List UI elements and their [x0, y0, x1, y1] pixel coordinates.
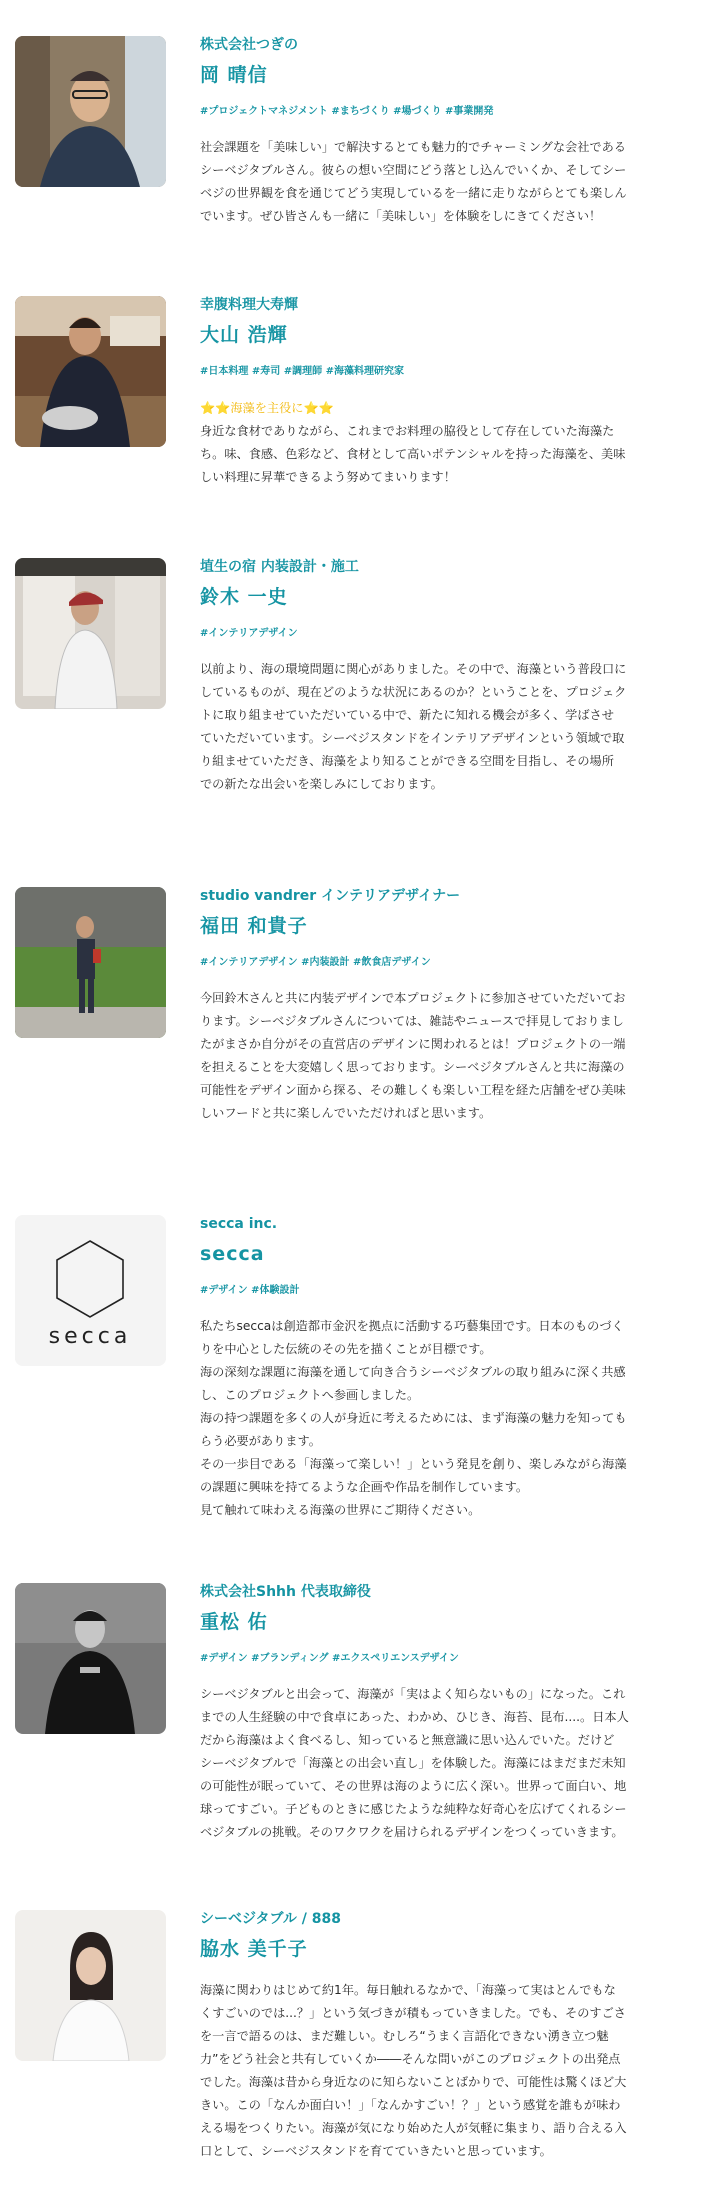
member-bio: シーベジタブルと出会って、海藻が「実はよく知らないもの」になった。これ までの人生経験の中で食卓にあった、わかめ、ひじき、海苔、昆布....。日本人 だから海藻はよく食べるし、知っていると無意識に思い込んでいた。だけど シーベジタブルで「海藻との出会い直し」を体験した。海藻にはまだまだ未知 の可能性が眠っていて、その世界は海のように広く深い。世界って面白い、地 球ってすごい。子どものときに感じたような純粋な好奇心を広げてくれるシー ベジタブルの挑戦。そのワクワクを届けられるデザインをつくっていきます。	[200, 1687, 629, 1839]
member-affiliation: 株式会社Shhh 代表取締役	[200, 1584, 371, 1600]
member-bio: 以前より、海の環境問題に関心がありました。その中で、海藻という普段口に しているものが、現在どのような状況にあるのか？ということを、プロジェク トに取り組ませていただいている中で、新たに知れる機会が多く、学ばさせ ていただいています。シーベジスタンドをインテリアデザインという領域で取 り組ませていただき、海藻をより知ることができる空間を目指し、その場所 での新たな出会いを楽しみにしております。	[200, 662, 627, 791]
member-name: 脇水 美千子	[200, 1938, 308, 1960]
member-name: 福田 和貴子	[200, 915, 308, 937]
member-photo	[15, 36, 166, 187]
member-name: secca	[200, 1243, 265, 1265]
member-name: 重松 佑	[200, 1611, 268, 1633]
member-bio: 社会課題を「美味しい」で解決するとても魅力的でチャーミングな会社である シーベジタブルさん。彼らの想い空間にどう落とし込んでいくか、そしてシー ベジの世界観を食を通じてどう実現しているを一緒に走りながらとても楽しん でいます。ぜひ皆さんも一緒に「美味しい」を体験をしにきてください！	[200, 140, 627, 223]
member-affiliation: 埴生の宿 内装設計・施工	[200, 559, 359, 575]
member-photo	[15, 1583, 166, 1734]
member-tags: #インテリアデザイン	[200, 628, 298, 639]
member-tags: #日本料理 #寿司 #調理師 #海藻料理研究家	[200, 366, 404, 377]
member-name: 岡 晴信	[200, 64, 268, 86]
member-photo	[15, 1910, 166, 2061]
member-photo	[15, 296, 166, 447]
member-tags: #プロジェクトマネジメント #まちづくり #場づくり #事業開発	[200, 106, 494, 117]
member-affiliation: 幸腹料理大寿輝	[200, 297, 298, 313]
member-tags: #インテリアデザイン #内装設計 #飲食店デザイン	[200, 957, 431, 968]
member-affiliation: 株式会社つぎの	[200, 37, 298, 53]
member-name: 鈴木 一史	[200, 586, 288, 608]
member-photo	[15, 887, 166, 1038]
member-bio: 今回鈴木さんと共に内装デザインで本プロジェクトに参加させていただいてお ります。シーベジタブルさんについては、雑誌やニュースで拝見しておりまし たがまさか自分がその直営店のデザインに関われるとは！プロジェクトの一端 を担えることを大変嬉しく思っております。シーベジタブルさんと共に海藻の 可能性をデザイン面から探る、その難しくも楽しい工程を経た店舗をぜひ美味 しいフードと共に楽しんでいただければと思います。	[200, 991, 626, 1120]
secca-logo-text: secca	[48, 1324, 132, 1349]
secca-logo	[15, 1215, 166, 1366]
member-affiliation: シーベジタブル / 888	[200, 1911, 341, 1927]
member-bio: 海藻に関わりはじめて約1年。毎日触れるなかで、「海藻って実はとんでもな くすごいのでは...？」という気づきが積もっていきました。でも、そのすごさ を一言で語るのは、まだ難しい。むしろ“うまく言語化できない湧き立つ魅 力”をどう社会と共有していくか――そんな問いがこのプロジェクトの出発点 でした。海藻は昔から身近なのに知らないことばかりで、可能性は驚くほど大 きい。この「なんか面白い！」「なんかすごい！？」という感覚を誰もが味わ える場をつくりたい。海藻が気になり始めた人が気軽に集まり、語り合える入 口として、シーベジスタンドを育てていきたいと思っています。	[200, 1983, 627, 2158]
member-affiliation: studio vandrer インテリアデザイナー	[200, 888, 461, 904]
member-name: 大山 浩輝	[200, 324, 288, 346]
member-bio-lead-text: ⭐⭐海藻を主役に⭐⭐	[200, 401, 334, 415]
member-tags: #デザイン #体験設計	[200, 1285, 300, 1296]
member-bio: 身近な食材でありながら、これまでお料理の脇役として存在していた海藻た ち。味、食感、色彩など、食材として高いポテンシャルを持った海藻を、美味 しい料理に昇華できるよう努めてまいります！	[200, 424, 626, 484]
member-bio: 私たちseccaは創造都市金沢を拠点に活動する巧藝集団です。日本のものづく りを中心とした伝統のその先を描くことが目標です。 海の深刻な課題に海藻を通して向き合うシーベジタブルの取り組みに深く共感 し、このプロジェクトへ参画しました。 海の持つ課題を多くの人が身近に考えるためには、まず海藻の魅力を知っても らう必要があります。 その一歩目である「海藻って楽しい！」という発見を創り、楽しみながら海藻 の課題に興味を持てるような企画や作品を制作しています。 見て触れて味わえる海藻の世界にご期待ください。	[200, 1319, 627, 1517]
member-affiliation: secca inc.	[200, 1216, 278, 1232]
member-tags: #デザイン #ブランディング #エクスペリエンスデザイン	[200, 1653, 459, 1664]
member-bio-lead	[200, 397, 698, 420]
member-photo	[15, 558, 166, 709]
